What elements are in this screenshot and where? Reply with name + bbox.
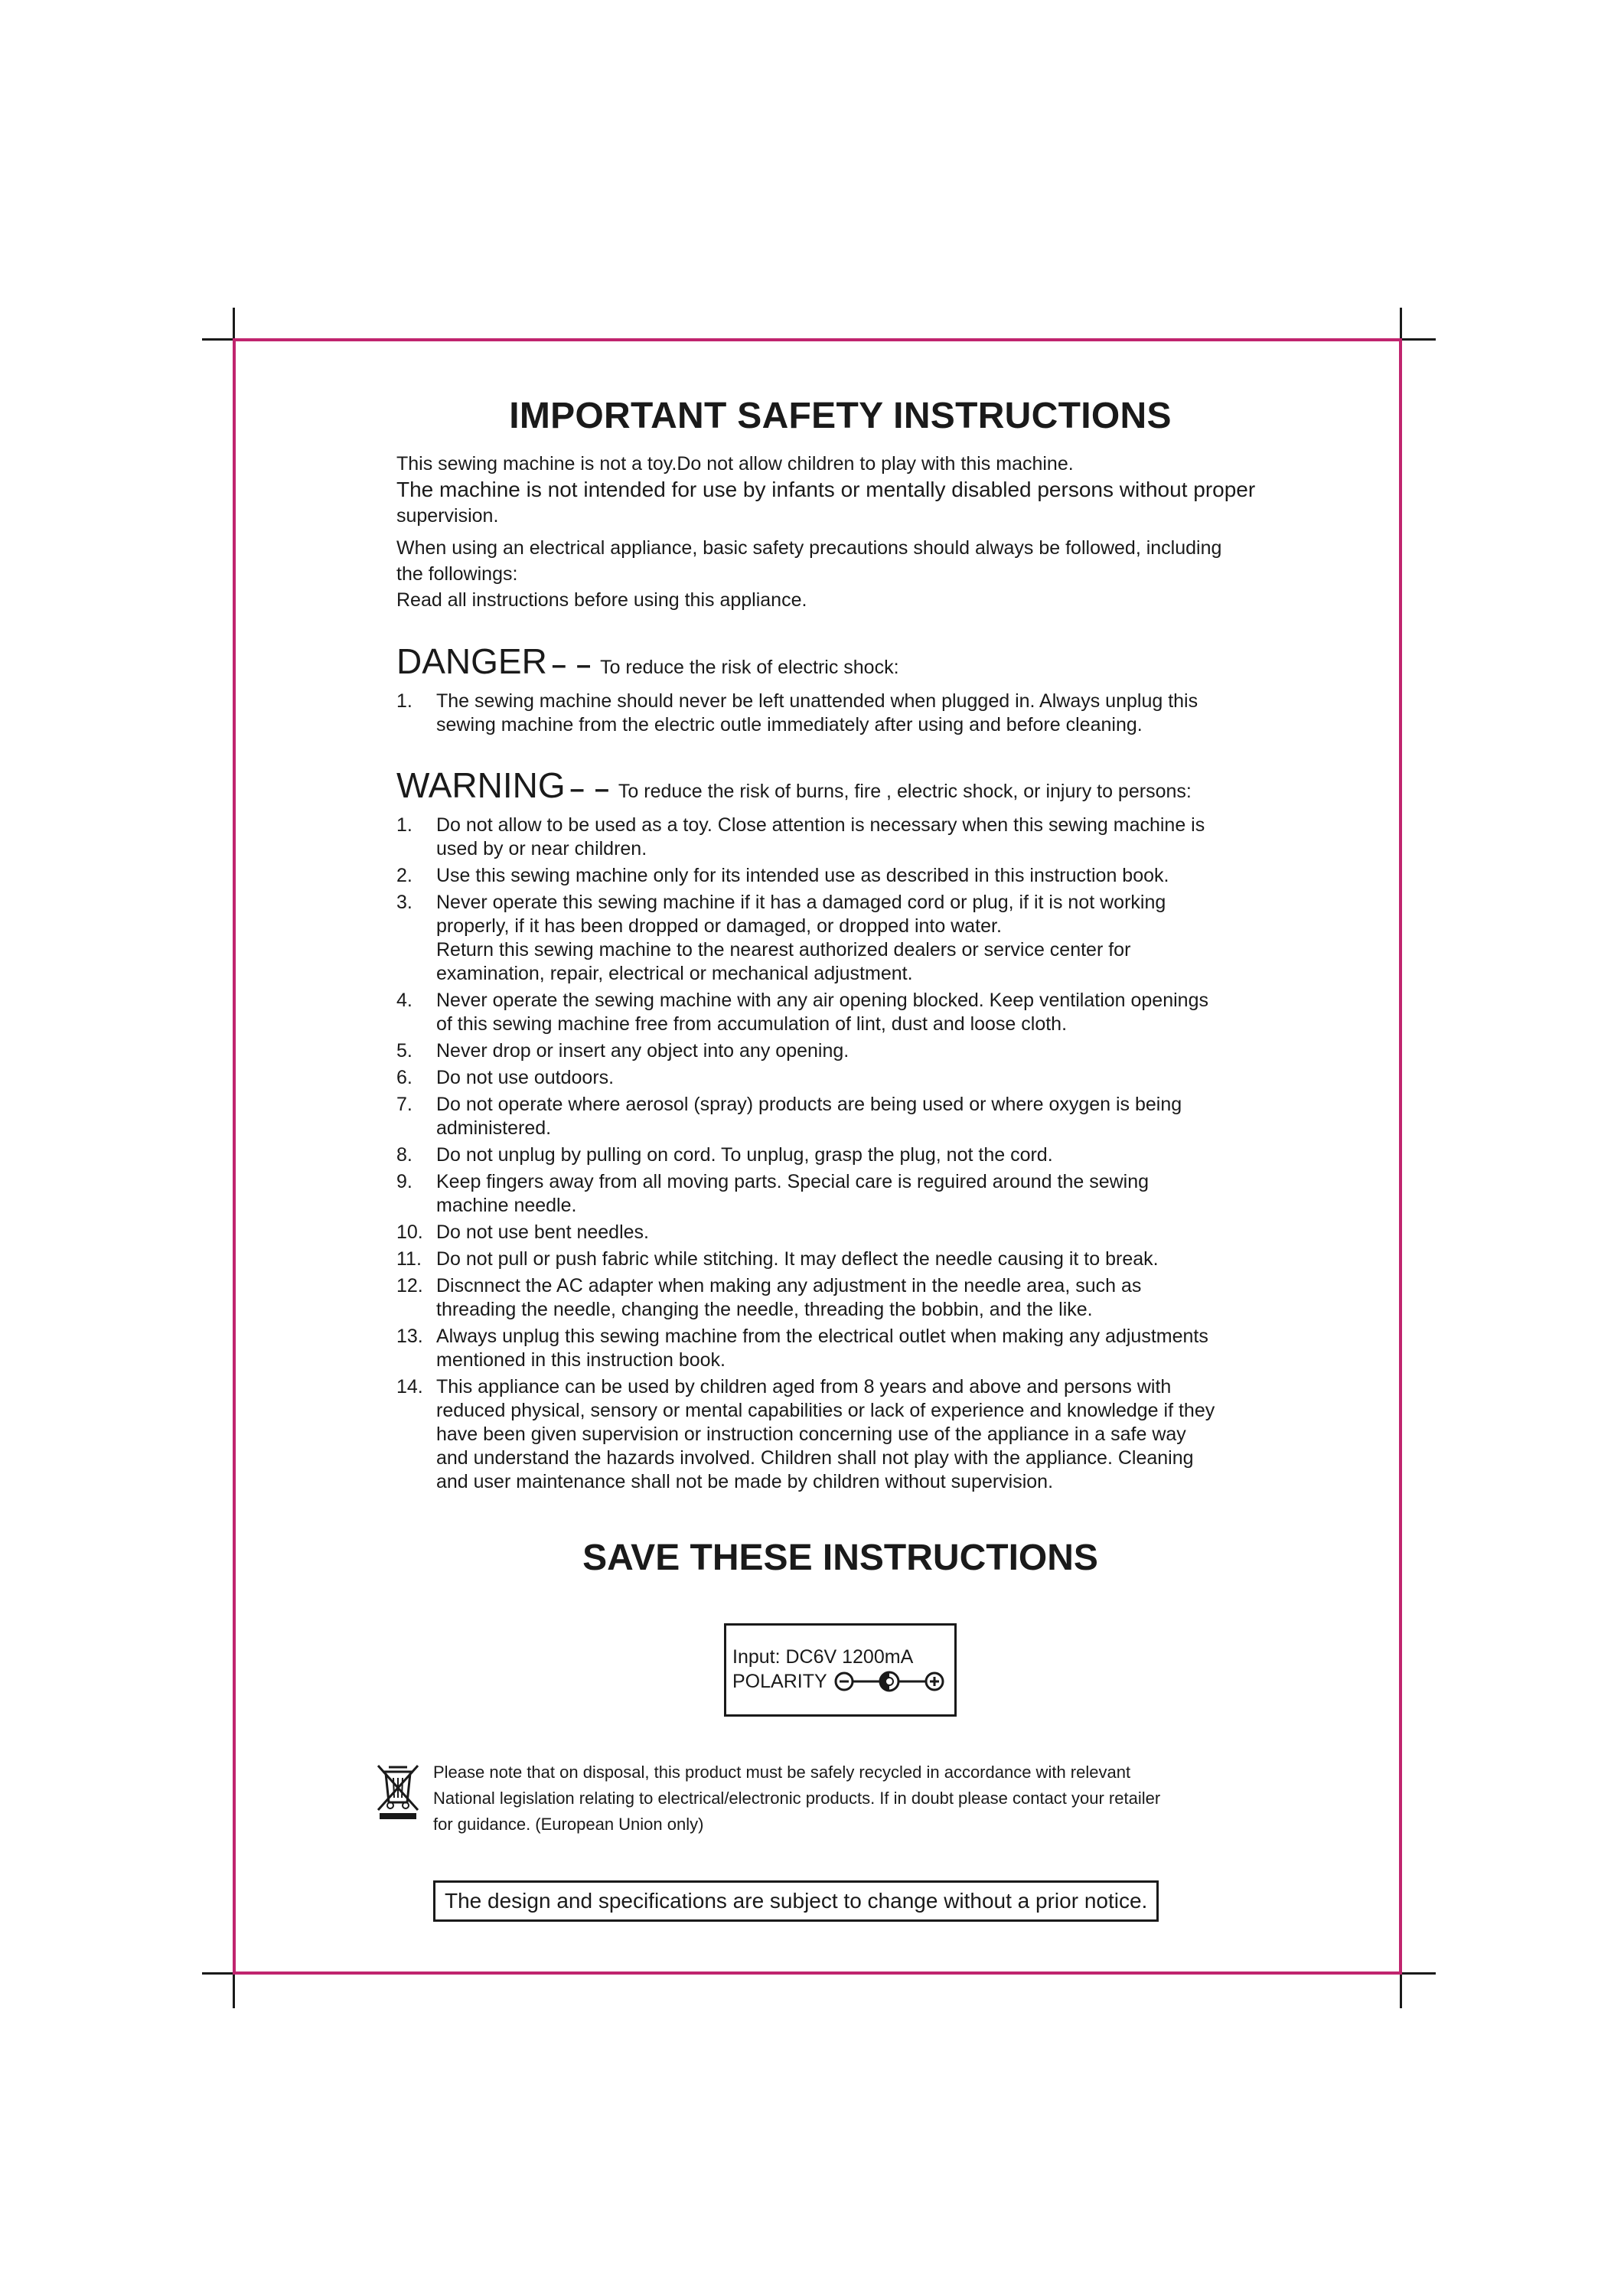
item-text: Do not pull or push fabric while stitching. It may deflect the needle causing it to break. [436, 1248, 1159, 1270]
power-rating-box [724, 1623, 957, 1717]
list-item [396, 891, 1284, 986]
save-instructions-title: SAVE THESE INSTRUCTIONS [582, 1538, 1098, 1578]
item-text: Do not allow to be used as a toy. Close attention is necessary when this sewing machine is used by or near children. [436, 814, 1205, 859]
list-item [396, 1093, 1284, 1140]
item-number: 4. [396, 990, 413, 1011]
item-number: 1. [396, 690, 413, 712]
intro-line: supervision. [396, 505, 499, 527]
item-number: 8. [396, 1144, 413, 1166]
list-item [396, 814, 1284, 861]
item-text: Keep fingers away from all moving parts. Special care is reguired around the sewing machine needle. [436, 1171, 1150, 1216]
crop-mark [1402, 1972, 1436, 1975]
intro-line: the followings: [396, 563, 518, 585]
input-rating: Input: DC6V 1200mA [732, 1646, 914, 1668]
item-number: 9. [396, 1171, 413, 1192]
item-number: 13. [396, 1326, 423, 1347]
polarity-symbol-icon [832, 1668, 947, 1694]
item-number: 3. [396, 892, 413, 913]
safety-sheet [396, 395, 1284, 1922]
danger-keyword: DANGER [396, 641, 547, 681]
item-text: Do not use outdoors. [436, 1067, 615, 1088]
list-item [396, 864, 1284, 888]
specification-notice: The design and specifications are subject to change without a prior notice. [433, 1880, 1159, 1922]
item-number: 11. [396, 1248, 422, 1270]
item-text: Always unplug this sewing machine from the electrical outlet when making any adjustments mentioned in this instruction book. [436, 1326, 1208, 1371]
crop-mark [233, 1975, 235, 2008]
item-number: 6. [396, 1067, 413, 1088]
polarity-row [732, 1668, 954, 1694]
item-text: Use this sewing machine only for its intended use as described in this instruction book. [436, 865, 1169, 886]
disposal-notice [373, 1760, 1284, 1838]
list-item [396, 1247, 1284, 1271]
item-number: 7. [396, 1094, 413, 1115]
intro-line: The machine is not intended for use by infants or mentally disabled persons without proper [396, 478, 1256, 501]
item-text: This appliance can be used by children aged from 8 years and above and persons with reduced physical, sensory or mental capabilities or lack of experience and knowledge if they have been given supervision or instruction concerning use of the appliance in a safe way and understand the hazards involved. Children shall not play with the appliance. Cleaning and user maintenance shall not be made by children without supervision. [436, 1376, 1215, 1492]
list-item [396, 989, 1284, 1036]
item-text: Do not unplug by pulling on cord. To unplug, grasp the plug, not the cord. [436, 1144, 1053, 1166]
list-item [396, 1039, 1284, 1063]
warning-lead: To reduce the risk of burns, fire , electric shock, or injury to persons: [618, 781, 1192, 802]
item-text: Do not use bent needles. [436, 1221, 649, 1243]
crop-mark [202, 1972, 236, 1975]
item-text: Never drop or insert any object into any opening. [436, 1040, 850, 1062]
list-item [396, 1143, 1284, 1167]
danger-lead: To reduce the risk of electric shock: [600, 657, 899, 678]
item-number: 12. [396, 1275, 423, 1296]
intro-line: When using an electrical appliance, basic safety precautions should always be followed, including [396, 537, 1222, 559]
warning-heading [396, 765, 1284, 806]
list-item [396, 1066, 1284, 1090]
intro-line: Read all instructions before using this appliance. [396, 589, 807, 611]
crop-mark [1402, 338, 1436, 341]
crop-mark [1400, 308, 1402, 341]
heading-dash: – – [551, 651, 593, 680]
item-text: Never operate this sewing machine if it has a damaged cord or plug, if it is not working properly, if it has been dropped or damaged, or dropped into water. Return this sewing machine to the nearest authorized dealers or service center for examination, repair, electrical or mechanical adjustment. [436, 892, 1166, 984]
crop-mark [233, 308, 235, 341]
list-item [396, 1375, 1284, 1494]
item-text: Discnnect the AC adapter when making any adjustment in the needle area, such as threading the needle, changing the needle, threading the bobbin, and the like. [436, 1275, 1142, 1320]
crossed-out-wheelie-bin-icon [373, 1760, 422, 1821]
danger-list [396, 690, 1284, 737]
list-item [396, 1274, 1284, 1322]
page-title: IMPORTANT SAFETY INSTRUCTIONS [509, 396, 1172, 436]
warning-list [396, 814, 1284, 1494]
item-text: Do not operate where aerosol (spray) products are being used or where oxygen is being administered. [436, 1094, 1182, 1139]
polarity-label: POLARITY [732, 1671, 827, 1692]
item-text: Never operate the sewing machine with any air opening blocked. Keep ventilation openings of this sewing machine free from accumulation of lint, dust and loose cloth. [436, 990, 1208, 1035]
list-item [396, 690, 1284, 737]
warning-keyword: WARNING [396, 765, 566, 805]
list-item [396, 1170, 1284, 1218]
crop-mark [202, 338, 236, 341]
item-text: The sewing machine should never be left unattended when plugged in. Always unplug this sewing machine from the electric outle immediately after using and before cleaning. [436, 690, 1198, 735]
heading-dash: – – [569, 775, 611, 804]
item-number: 10. [396, 1221, 423, 1243]
intro-paragraph [396, 451, 1284, 613]
crop-mark [1400, 1975, 1402, 2008]
item-number: 1. [396, 814, 413, 836]
item-number: 2. [396, 865, 413, 886]
item-number: 14. [396, 1376, 423, 1397]
disposal-text: Please note that on disposal, this product must be safely recycled in accordance with relevant National legislation relating to electrical/electronic products. If in doubt please contact your retailer for guidance. (European Union only) [433, 1763, 1161, 1834]
danger-heading [396, 641, 1284, 682]
list-item [396, 1325, 1284, 1372]
item-number: 5. [396, 1040, 413, 1062]
list-item [396, 1221, 1284, 1244]
intro-line: This sewing machine is not a toy.Do not allow children to play with this machine. [396, 453, 1074, 475]
